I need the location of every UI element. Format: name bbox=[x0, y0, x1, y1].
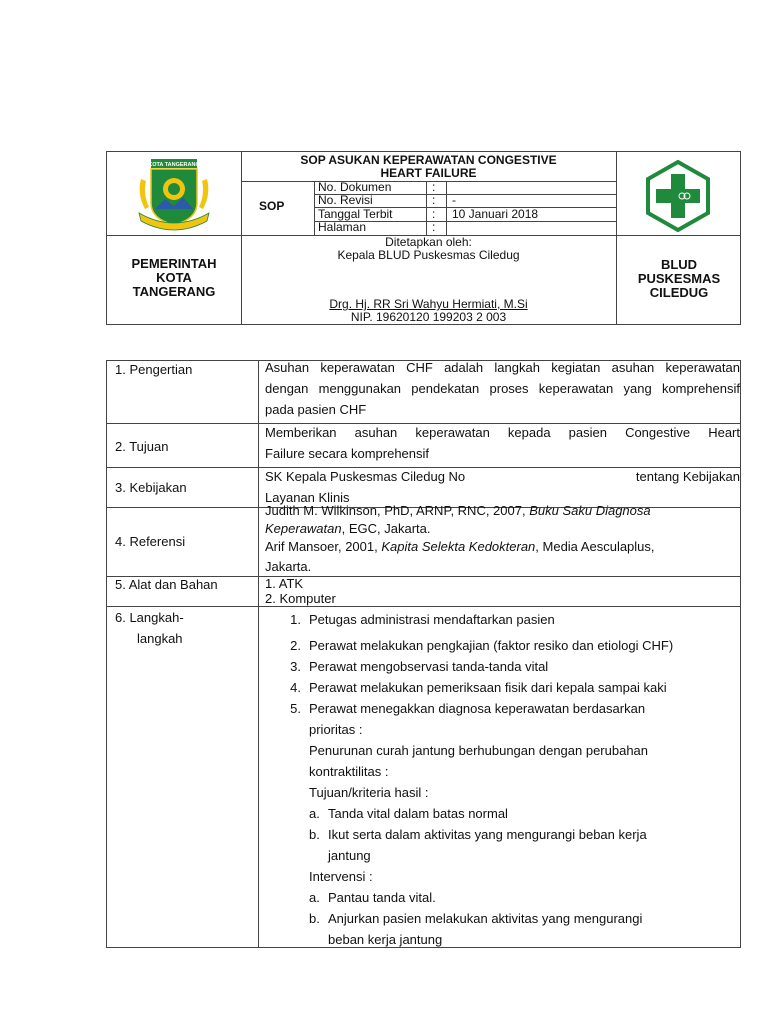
right-org-name: BLUD PUSKESMAS CILEDUG bbox=[637, 257, 721, 300]
left-org-name: PEMERINTAH KOTA TANGERANG bbox=[131, 256, 217, 299]
kota-tangerang-logo bbox=[137, 159, 211, 231]
doc-label-tanggal-terbit: Tanggal Terbit bbox=[318, 207, 393, 221]
sop-header-table: KOTA TANGERANG SOP ASUKAN KEPERAWATAN CONGESTIVE HEART FAILURE SOP No. Dokumen : No. Revisi : - Tanggal Terbit : 10 Januari 2018 Halaman : PEMERINTAH KOTA TANGERANG Ditetapkan oleh: Kepala BLUD Puskesmas Ciledug Drg. Hj. RR Sri Wahyu Hermiati, M.Si NIP. 19620120 199203 2 003 BLUD PUSKESMAS CILEDUG bbox=[106, 151, 741, 325]
ditetapkan-oleh: Ditetapkan oleh: bbox=[385, 235, 472, 249]
approval-block bbox=[241, 236, 616, 262]
text-referensi: Judith M. Wilkinson, PhD, ARNP, RNC, 2007, Buku Saku Diagnosa Keperawatan, EGC, Jakarta. Arif Mansoer, 2001, Kapita Selekta Kedokteran, Media Aesculaplus, Jakarta. bbox=[265, 503, 655, 574]
text-tujuan: Memberikan asuhan keperawatan kepada pasien Congestive Heart Failure secara komprehensif bbox=[265, 425, 740, 461]
doc-value-no-revisi: - bbox=[452, 193, 456, 207]
sop-title: SOP ASUKAN KEPERAWATAN CONGESTIVE HEART FAILURE bbox=[300, 153, 557, 180]
label-alat-bahan: 5. Alat dan Bahan bbox=[115, 577, 218, 592]
logo-text: KOTA TANGERANG bbox=[148, 162, 200, 168]
kepala-blud: Kepala BLUD Puskesmas Ciledug bbox=[337, 248, 520, 262]
doc-label-no-revisi: No. Revisi bbox=[318, 193, 373, 207]
label-tujuan: 2. Tujuan bbox=[115, 439, 169, 454]
doc-label-no-dokumen: No. Dokumen bbox=[318, 180, 392, 194]
sop-content-table bbox=[106, 360, 741, 948]
doc-label-halaman: Halaman bbox=[318, 220, 367, 234]
label-langkah: 6. Langkah- langkah bbox=[115, 610, 184, 646]
signer-block bbox=[241, 298, 616, 324]
sop-label: SOP bbox=[259, 199, 285, 213]
puskesmas-logo bbox=[642, 160, 714, 232]
signer-nip: NIP. 19620120 199203 2 003 bbox=[350, 310, 507, 324]
signer-name: Drg. Hj. RR Sri Wahyu Hermiati, M.Si bbox=[329, 297, 528, 311]
label-pengertian: 1. Pengertian bbox=[115, 362, 193, 377]
text-kebijakan: SK Kepala Puskesmas Ciledug No tentang Kebijakan Layanan Klinis bbox=[265, 469, 740, 505]
doc-value-tanggal-terbit: 10 Januari 2018 bbox=[452, 207, 539, 221]
label-referensi: 4. Referensi bbox=[115, 534, 186, 549]
text-pengertian: Asuhan keperawatan CHF adalah langkah kegiatan asuhan keperawatan dengan menggunakan pendekatan proses keperawatan yang komprehensif pada pasien CHF bbox=[265, 360, 740, 417]
label-kebijakan: 3. Kebijakan bbox=[115, 480, 187, 495]
steps-list: 1. Petugas administrasi mendaftarkan pasien 2. Perawat melakukan pengkajian (faktor resiko dan etiologi CHF) 3. Perawat mengobservasi tanda-tanda vital 4. Perawat melakukan pemeriksaan fisik dari kepala sampai kaki 5. Perawat menegakkan diagnosa keperawatan berdasarkan prioritas : Penurunan curah jantung berhubungan dengan perubahan kontraktilitas : Tujuan/kriteria hasil : a. Tanda vital dalam batas normal b. Ikut serta dalam aktivitas yang mengurangi beban kerja jantung Intervensi : a. Pantau tanda vital. b. Anjurkan pasien melakukan aktivitas yang mengurangi beban kerja jantung bbox=[290, 612, 674, 947]
text-alat-bahan: 1. ATK 2. Komputer bbox=[265, 576, 336, 606]
